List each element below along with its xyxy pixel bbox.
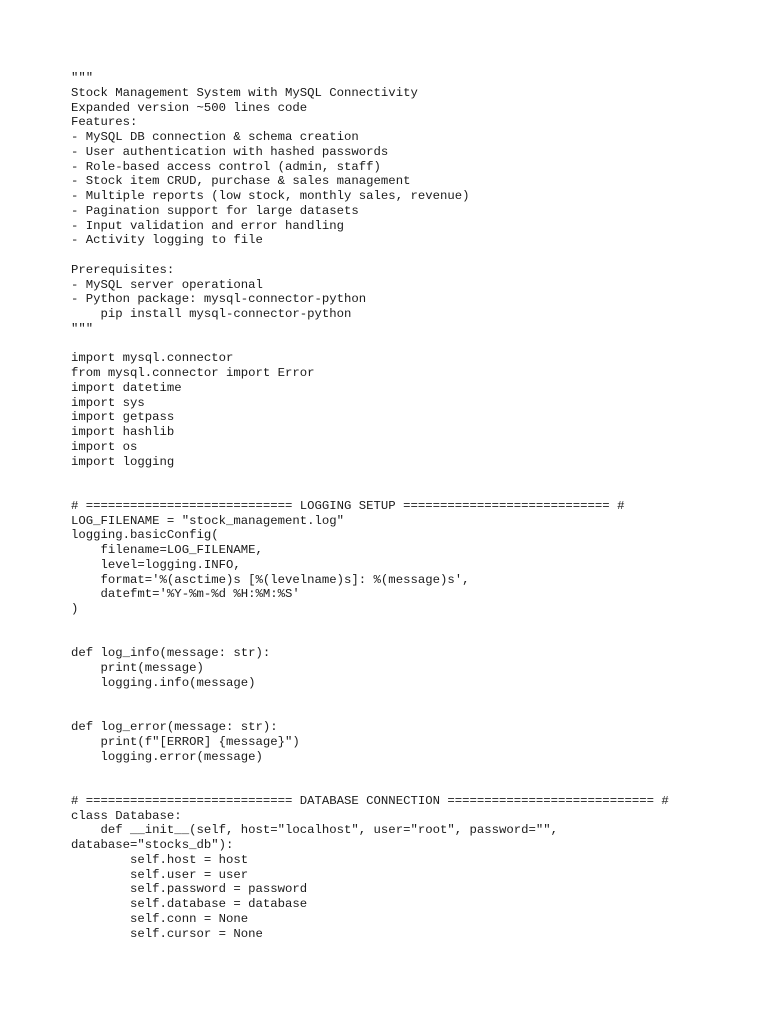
code-line: def __init__(self, host="localhost", user="root", password="", (71, 823, 559, 838)
code-line: """ (71, 71, 94, 85)
code-line: Stock Management System with MySQL Connectivity (71, 85, 418, 100)
code-line: - Pagination support for large datasets (71, 203, 359, 218)
code-line: - Python package: mysql-connector-python (71, 292, 367, 307)
code-line: - Activity logging to file (71, 233, 263, 248)
code-line: """ (71, 321, 94, 336)
code-line: - MySQL DB connection & schema creation (71, 130, 359, 144)
code-listing (71, 71, 751, 941)
code-line (71, 617, 751, 632)
code-line (71, 705, 751, 720)
code-line: - Role-based access control (admin, staff) (71, 159, 381, 174)
code-line: import hashlib (71, 425, 175, 439)
code-line: - MySQL server operational (71, 277, 263, 292)
code-line: - Multiple reports (low stock, monthly sales, revenue) (71, 189, 470, 203)
code-line: self.user = user (71, 867, 249, 882)
code-line: self.conn = None (71, 911, 249, 926)
code-line: import mysql.connector (71, 351, 234, 366)
code-line: # ============================ LOGGING SETUP ============================ # (71, 498, 625, 513)
code-line: - Stock item CRUD, purchase & sales management (71, 174, 411, 189)
code-line: Expanded version ~500 lines code (71, 100, 308, 115)
code-line: filename=LOG_FILENAME, (71, 543, 263, 557)
code-line (71, 469, 751, 484)
code-line: datefmt='%Y-%m-%d %H:%M:%S' (71, 587, 300, 602)
code-line: LOG_FILENAME = "stock_management.log" (71, 513, 345, 528)
code-line: print(message) (71, 661, 204, 675)
code-line: Prerequisites: (71, 262, 175, 277)
code-line: self.database = database (71, 897, 308, 911)
code-line: import getpass (71, 410, 175, 425)
code-line (71, 691, 751, 706)
code-line: format='%(asctime)s [%(levelname)s]: %(message)s', (71, 572, 470, 587)
code-line: pip install mysql-connector-python (71, 307, 352, 321)
code-line: def log_error(message: str): (71, 720, 278, 734)
code-line (71, 764, 751, 779)
code-line: # ============================ DATABASE CONNECTION ============================ # (71, 793, 669, 808)
code-line: self.host = host (71, 852, 249, 867)
code-line: - User authentication with hashed passwords (71, 144, 389, 159)
code-line: import sys (71, 395, 145, 410)
code-line: def log_info(message: str): (71, 646, 271, 661)
code-line (71, 632, 751, 647)
code-line: - Input validation and error handling (71, 218, 345, 233)
code-line (71, 248, 751, 263)
code-line: self.password = password (71, 882, 308, 897)
code-line: print(f"[ERROR] {message}") (71, 734, 300, 749)
code-line (71, 779, 751, 794)
code-line: logging.info(message) (71, 675, 256, 690)
code-line: class Database: (71, 808, 182, 823)
code-line: import os (71, 439, 138, 454)
code-line: logging.error(message) (71, 749, 263, 764)
code-line: logging.basicConfig( (71, 528, 219, 543)
code-line: from mysql.connector import Error (71, 366, 315, 380)
code-line (71, 484, 751, 499)
code-line: level=logging.INFO, (71, 557, 241, 572)
code-line: ) (71, 602, 79, 616)
code-line: Features: (71, 115, 138, 130)
code-line: self.cursor = None (71, 926, 263, 941)
code-line: import datetime (71, 380, 182, 395)
code-line: database="stocks_db"): (71, 838, 234, 852)
code-line (71, 337, 751, 352)
code-line: import logging (71, 454, 175, 469)
